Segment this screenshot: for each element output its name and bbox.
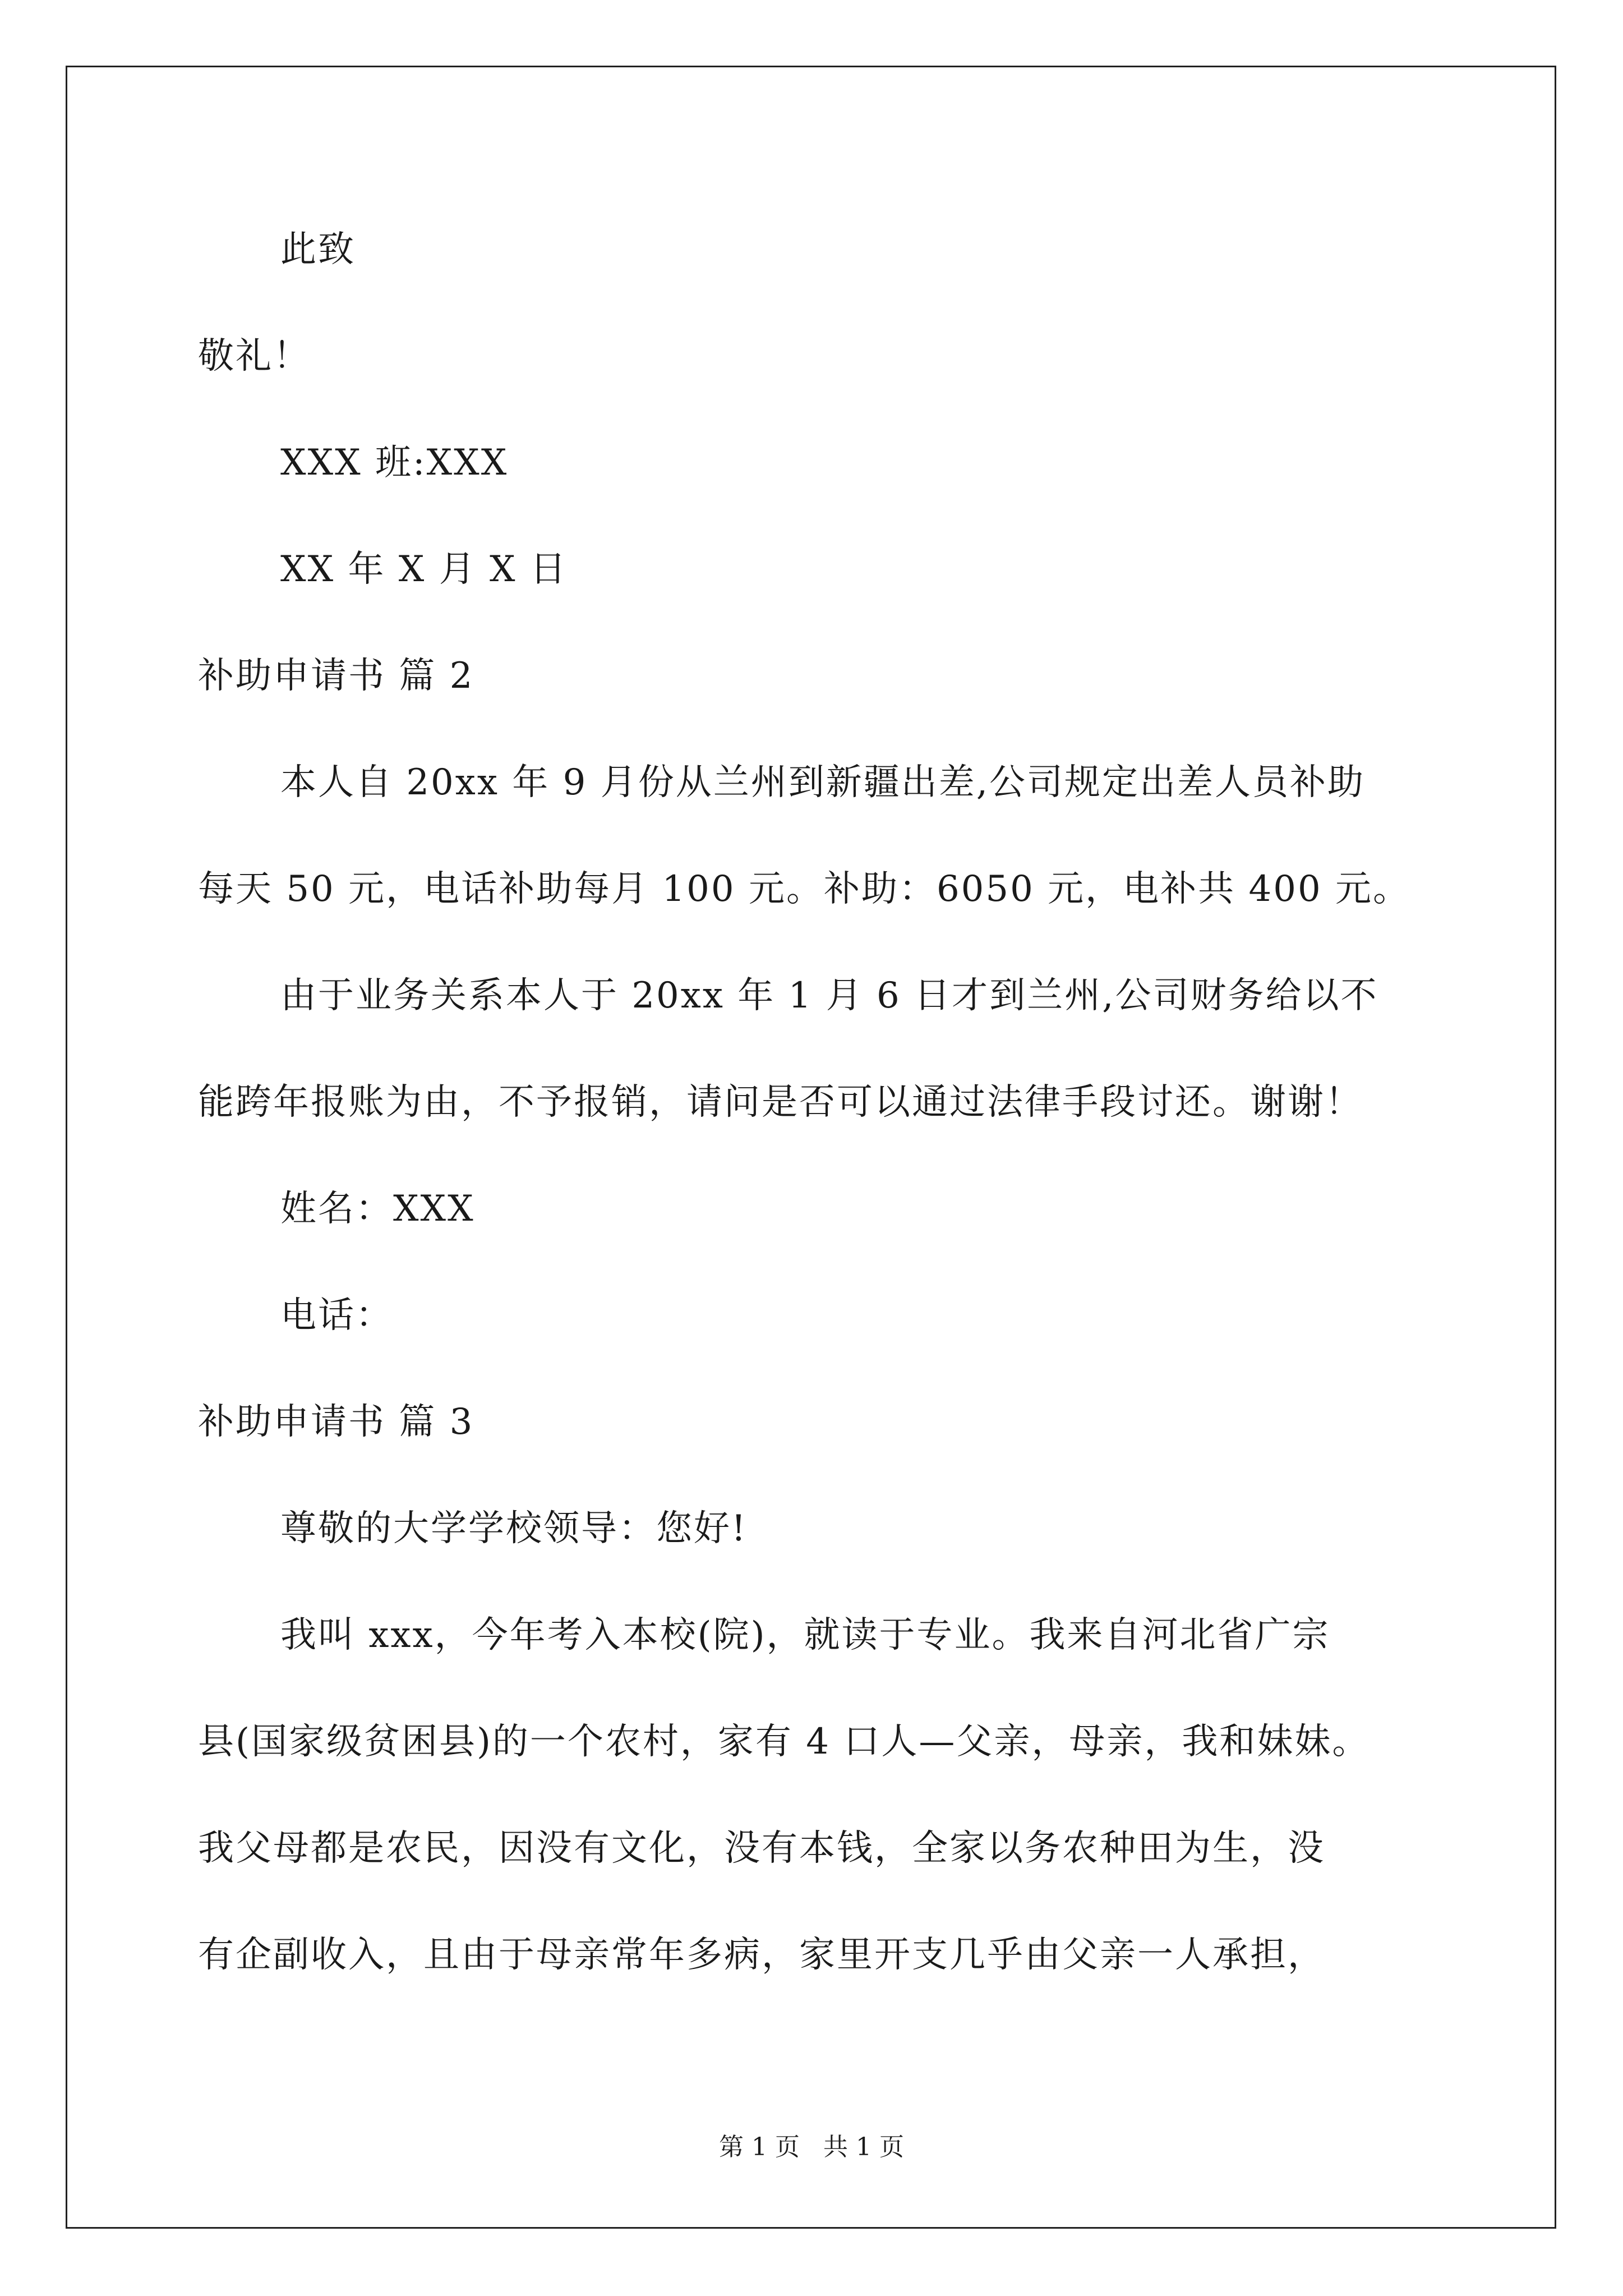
paragraph-line: 有企副收入，且由于母亲常年多病，家里开支几乎由父亲一人承担，	[198, 1934, 1325, 1976]
phone-field: 电话：	[280, 1295, 393, 1336]
paragraph-line: 每天 50 元，电话补助每月 100 元。补助：6050 元，电补共 400 元。	[198, 868, 1411, 910]
page-border	[66, 66, 1556, 2229]
paragraph-line: 我叫 xxx，今年考入本校(院)，就读于专业。我来自河北省广宗	[280, 1614, 1330, 1656]
closing-regards: 敬礼！	[198, 335, 311, 377]
section-heading-3: 补助申请书 篇 3	[198, 1401, 474, 1443]
paragraph-line: 县(国家级贫困县)的一个农村，家有 4 口人—父亲，母亲，我和妹妹。	[198, 1721, 1370, 1763]
page-number-footer: 第 1 页 共 1 页	[719, 2133, 904, 2161]
letter-salutation: 尊敬的大学学校领导：您好!	[280, 1508, 748, 1549]
paragraph-line: 本人自 20xx 年 9 月份从兰州到新疆出差,公司规定出差人员补助	[280, 762, 1366, 803]
closing-salutation: 此致	[280, 229, 356, 270]
paragraph-line: 由于业务关系本人于 20xx 年 1 月 6 日才到兰州,公司财务给以不	[280, 975, 1378, 1016]
signature-date: XX 年 X 月 X 日	[280, 549, 568, 590]
name-field: 姓名：XXX	[280, 1188, 475, 1230]
paragraph-line: 我父母都是农民，因没有文化，没有本钱，全家以务农种田为生，没	[198, 1828, 1325, 1869]
paragraph-line: 能跨年报账为由，不予报销，请问是否可以通过法律手段讨还。谢谢！	[198, 1082, 1363, 1123]
section-heading-2: 补助申请书 篇 2	[198, 655, 474, 697]
signature-class: XXX 班:XXX	[280, 442, 509, 484]
